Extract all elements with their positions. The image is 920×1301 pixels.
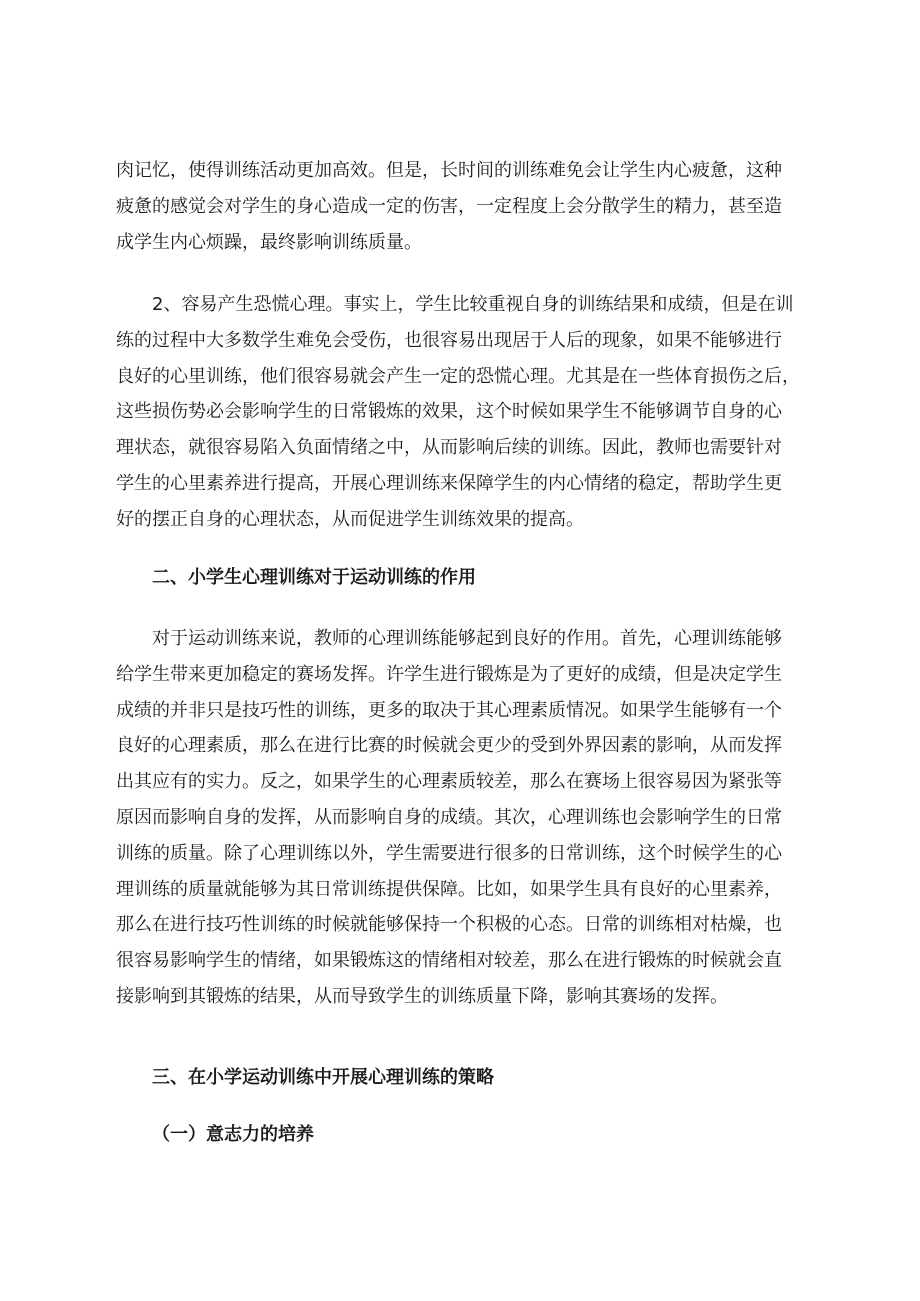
paragraph-line: 训练的质量。除了心理训练以外，学生需要进行很多的日常训练，这个时候学生的心 [116,842,782,864]
paragraph-line: 好的摆正自身的心理状态，从而促进学生训练效果的提高。 [116,508,584,530]
paragraph-line: 肉记忆，使得训练活动更加高效。但是，长时间的训练难免会让学生内心疲惫，这种 [116,160,782,181]
paragraph-line: 出其应有的实力。反之，如果学生的心理素质较差，那么在赛场上很容易因为紧张等 [116,771,782,793]
paragraph-line: 成绩的并非只是技巧性的训练，更多的取决于其心理素质情况。如果学生能够有一个 [116,699,782,721]
paragraph-line: 良好的心理素质，那么在进行比赛的时候就会更少的受到外界因素的影响，从而发挥 [116,735,782,757]
paragraph-line: 这些损伤势必会影响学生的日常锻炼的效果，这个时候如果学生不能够调节自身的心 [116,401,782,423]
paragraph-panic-psychology [116,287,806,538]
paragraph-line: 练的过程中大多数学生难免会受伤，也很容易出现居于人后的现象，如果不能够进行 [116,329,782,351]
paragraph-line: 良好的心里训练，他们很容易就会产生一定的恐慌心理。尤其是在一些体育损伤之后， [116,365,800,387]
paragraph-continuation [116,153,806,260]
paragraph-line: 接影响到其锻炼的结果，从而导致学生的训练质量下降，影响其赛场的发挥。 [116,985,728,1007]
paragraph-line: 成学生内心烦躁，最终影响训练质量。 [116,231,422,253]
paragraph-line: 理训练的质量就能够为其日常训练提供保障。比如，如果学生具有良好的心里素养， [116,878,782,900]
paragraph-line: 给学生带来更加稳定的赛场发挥。许学生进行锻炼是为了更好的成绩，但是决定学生 [116,663,782,685]
paragraph-training-effect [116,621,806,1015]
paragraph-line: 对于运动训练来说，教师的心理训练能够起到良好的作用。首先，心理训练能够 [116,628,782,649]
paragraph-line: 理状态，就很容易陷入负面情绪之中，从而影响后续的训练。因此，教师也需要针对 [116,437,782,459]
section-heading-3: 三、在小学运动训练中开展心理训练的策略 [152,1067,494,1088]
paragraph-line: 2、容易产生恐慌心理。事实上，学生比较重视自身的训练结果和成绩，但是在训 [116,294,794,315]
subsection-heading-1: （一）意志力的培养 [152,1124,314,1145]
section-heading-2: 二、小学生心理训练对于运动训练的作用 [152,567,476,588]
paragraph-line: 很容易影响学生的情绪，如果锻炼这的情绪相对较差，那么在进行锻炼的时候就会直 [116,950,782,972]
paragraph-line: 疲惫的感觉会对学生的身心造成一定的伤害，一定程度上会分散学生的精力，甚至造 [116,195,782,217]
paragraph-line: 那么在进行技巧性训练的时候就能够保持一个积极的心态。日常的训练相对枯燥，也 [116,914,782,936]
paragraph-line: 学生的心里素养进行提高，开展心理训练来保障学生的内心情绪的稳定，帮助学生更 [116,472,782,494]
paragraph-line: 原因而影响自身的发挥，从而影响自身的成绩。其次，心理训练也会影响学生的日常 [116,806,782,828]
